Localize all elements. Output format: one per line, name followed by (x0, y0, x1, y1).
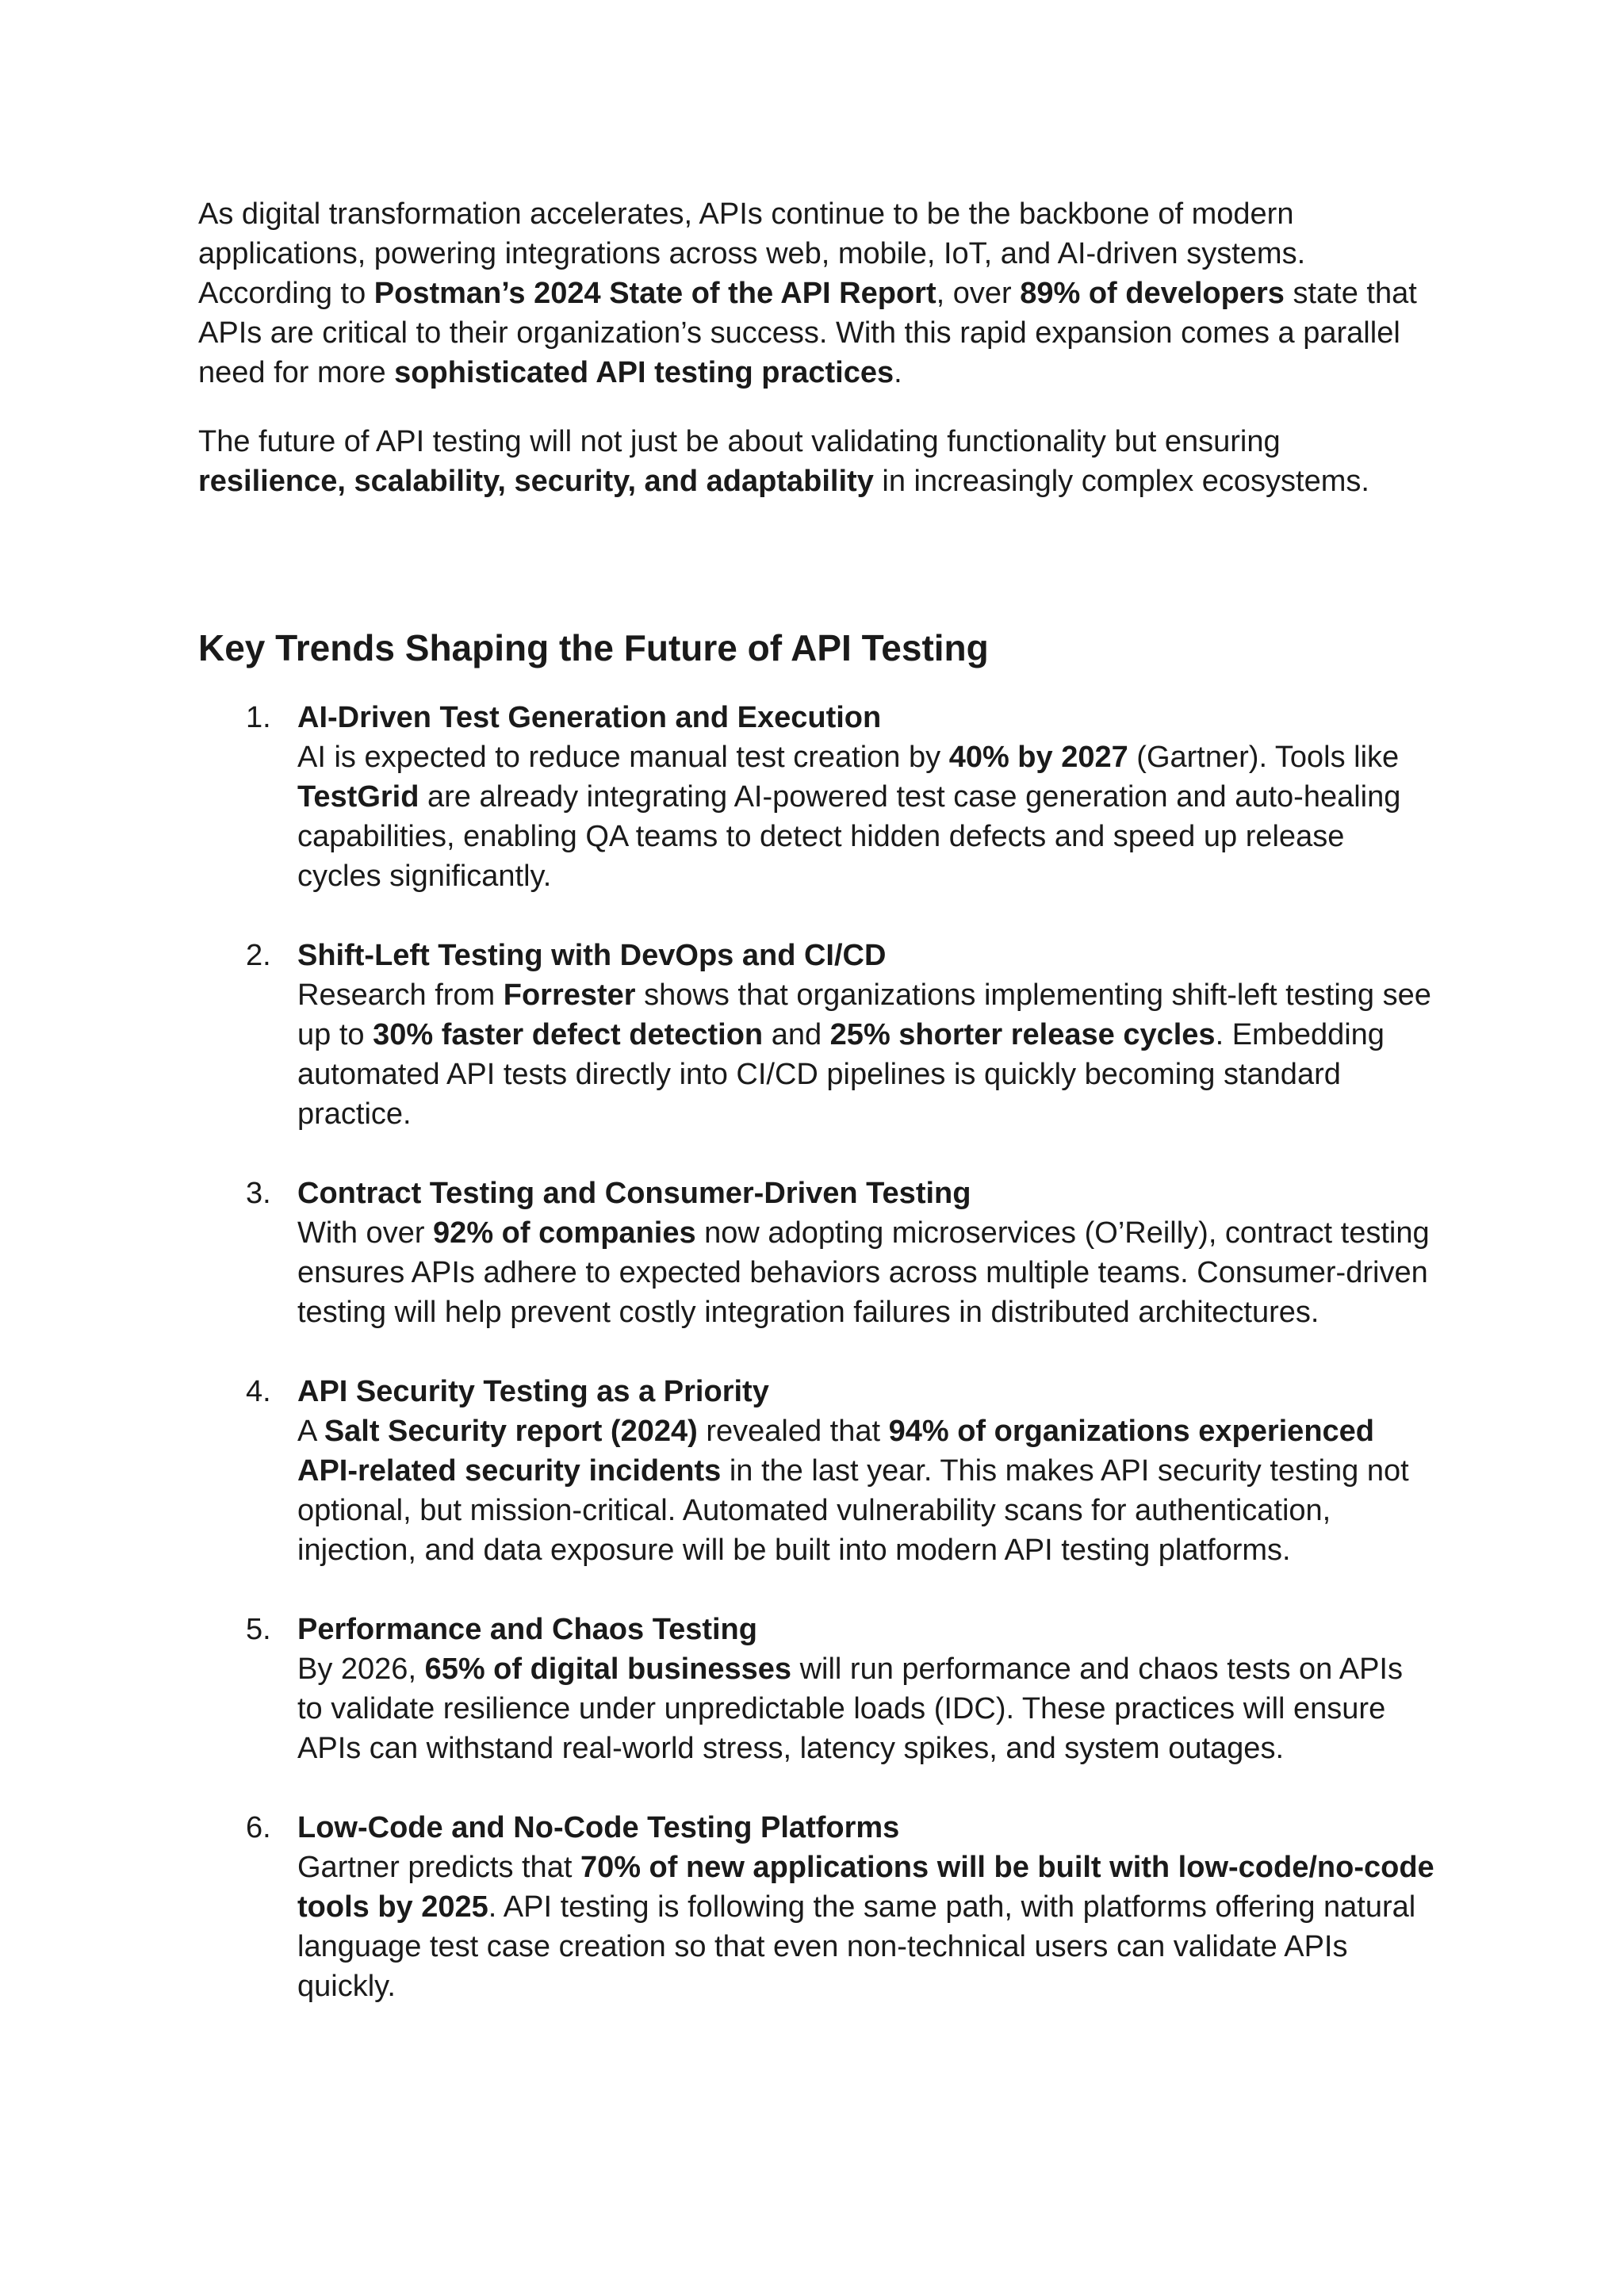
trends-list (198, 698, 1435, 2006)
trend-number: 3. (246, 1177, 271, 1210)
trend-item (198, 698, 1435, 896)
text-run: . API testing is following the same path, with platforms offering natural language test case creation so that even non-technical users can validate APIs quickly. (297, 1890, 1416, 2003)
trend-item (198, 1610, 1435, 1768)
trend-number: 5. (246, 1613, 271, 1646)
trend-number: 1. (246, 701, 271, 734)
text-run: in increasingly complex ecosystems. (873, 465, 1369, 498)
trend-description (289, 1649, 1435, 1768)
text-run: now adopting microservices (O’Reilly), contract testing ensures APIs adhere to expected behaviors across multiple teams. Consumer-driven testing will help prevent costly integration failures in distributed architectures. (297, 1216, 1430, 1329)
trend-description (289, 1848, 1435, 2006)
trend-item (198, 1808, 1435, 2006)
text-run: (Gartner). Tools like (1128, 741, 1400, 774)
bold-text: sophisticated API testing practices (394, 356, 894, 389)
trend-number: 6. (246, 1811, 271, 1844)
text-run: AI is expected to reduce manual test creation by (297, 741, 949, 774)
trend-title: Performance and Chaos Testing (297, 1613, 757, 1646)
text-run: . Embedding automated API tests directly into CI/CD pipelines is quickly becoming standard practice. (297, 1018, 1385, 1131)
text-run: will run performance and chaos tests on APIs to validate resilience under unpredictable loads (IDC). These practices will ensure APIs can withstand real-world stress, latency spikes, and system outages. (297, 1653, 1403, 1765)
bold-text: 30% faster defect detection (373, 1018, 764, 1051)
trend-description (289, 737, 1435, 896)
text-run: With over (297, 1216, 434, 1250)
trend-title: Contract Testing and Consumer-Driven Testing (297, 1177, 971, 1210)
text-run: A (297, 1415, 324, 1448)
trend-title: Low-Code and No-Code Testing Platforms (297, 1811, 900, 1844)
text-run: The future of API testing will not just be about validating functionality but ensuring (198, 425, 1281, 458)
bold-text: Forrester (503, 978, 636, 1012)
text-run: shows that organizations implementing shift-left testing see up to (297, 978, 1431, 1051)
trend-description (289, 1411, 1435, 1570)
trend-item (198, 1372, 1435, 1570)
text-run: state that APIs are critical to their organization’s success. With this rapid expansion comes a parallel need for more (198, 277, 1417, 389)
trend-title: Shift-Left Testing with DevOps and CI/CD (297, 939, 887, 972)
bold-text: TestGrid (297, 780, 419, 814)
trend-title: API Security Testing as a Priority (297, 1375, 769, 1408)
bold-text: Salt Security report (2024) (324, 1415, 698, 1448)
trend-description (289, 975, 1435, 1134)
bold-text: 40% by 2027 (948, 741, 1128, 774)
text-run: in the last year. This makes API security testing not optional, but mission-critical. Automated vulnerability scans for authentication, injection, and data exposure will be built into modern API testing platforms. (297, 1454, 1409, 1567)
intro-paragraph-2 (198, 422, 1435, 501)
trend-number: 4. (246, 1375, 271, 1408)
trend-title: AI-Driven Test Generation and Execution (297, 701, 882, 734)
text-run: , over (936, 277, 1021, 310)
bold-text: 70% of new applications will be built with low-code/no-code tools by 2025 (297, 1851, 1434, 1924)
document-page (198, 194, 1435, 2046)
intro-paragraph-1 (198, 194, 1435, 393)
bold-text: Postman’s 2024 State of the API Report (373, 277, 936, 310)
bold-text: resilience, scalability, security, and adaptability (198, 465, 874, 498)
text-run: are already integrating AI-powered test case generation and auto-healing capabilities, enabling QA teams to detect hidden defects and speed up release cycles significantly. (297, 780, 1401, 893)
text-run: revealed that (697, 1415, 889, 1448)
bold-text: 94% of organizations experienced API-related security incidents (297, 1415, 1375, 1488)
text-run: and (763, 1018, 830, 1051)
text-run: Research from (297, 978, 504, 1012)
trend-number: 2. (246, 939, 271, 972)
bold-text: 92% of companies (433, 1216, 696, 1250)
trend-description (289, 1213, 1435, 1332)
section-heading: Key Trends Shaping the Future of API Testing (198, 627, 989, 668)
text-run: As digital transformation accelerates, APIs continue to be the backbone of modern applications, powering integrations across web, mobile, IoT, and AI-driven systems. According to (198, 197, 1306, 310)
text-run: . (894, 356, 902, 389)
text-run: Gartner predicts that (297, 1851, 580, 1884)
text-run: By 2026, (297, 1653, 425, 1686)
bold-text: 89% of developers (1020, 277, 1285, 310)
trend-item (198, 1174, 1435, 1332)
trend-item (198, 936, 1435, 1134)
bold-text: 25% shorter release cycles (829, 1018, 1216, 1051)
bold-text: 65% of digital businesses (424, 1653, 792, 1686)
